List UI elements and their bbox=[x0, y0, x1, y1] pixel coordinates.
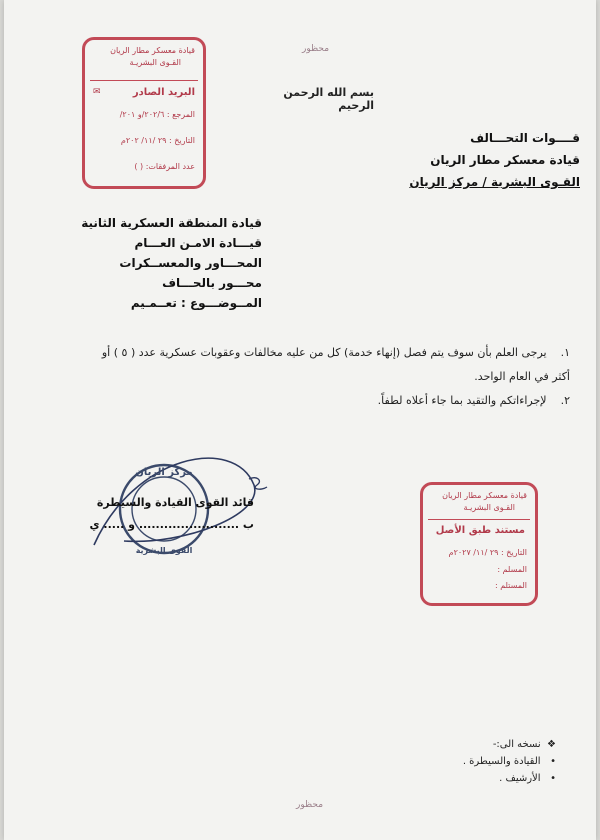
distribution-heading: ❖ نسخه الى:- bbox=[492, 739, 556, 750]
bullet-icon: • bbox=[550, 756, 556, 767]
outgoing-mail-stamp bbox=[82, 37, 206, 189]
distribution-list bbox=[356, 736, 556, 787]
cert-org-line2: القـوى البشريـة bbox=[463, 503, 515, 512]
subject-line: المــوضـــوع : تعــمـيم bbox=[130, 296, 262, 310]
item-1-continuation: أكثر في العام الواحد. bbox=[474, 370, 570, 383]
stamp-ref: المرجع : ٢٠٢/٦/و ٢٠١/ bbox=[119, 110, 195, 119]
bismillah: بسم الله الرحمن الرحيم bbox=[283, 86, 374, 112]
diamond-bullet-icon: ❖ bbox=[547, 739, 556, 750]
item-2 bbox=[50, 389, 570, 413]
stamp-org-line1: قيادة معسكر مطار الريان bbox=[110, 46, 195, 55]
letter-body bbox=[50, 341, 570, 413]
stamp-date: التاريخ : ٢٩ /١١/ ٢٠٢م bbox=[120, 136, 195, 145]
item-2-number: ٢. bbox=[560, 394, 570, 407]
recipient-line2: قيـــادة الامـن العـــام bbox=[134, 236, 262, 250]
item-1-text: يرجى العلم بأن سوف يتم فصل (إنهاء خدمة) كل من عليه مخالفات وعقوبات عسكرية عدد ( ٥ ) أو bbox=[101, 346, 547, 359]
sender-header bbox=[340, 127, 580, 193]
bullet-icon: • bbox=[550, 773, 556, 784]
stamp-title: البريد الصادر bbox=[132, 87, 195, 98]
document-page bbox=[4, 0, 596, 840]
distribution-item: • القيادة والسيطرة . bbox=[462, 756, 556, 767]
cert-date: التاريخ : ٢٩ /١١/ ٢٠٢٧م bbox=[448, 548, 527, 557]
signature-line2: ب ........................ و ..... ي bbox=[89, 518, 254, 531]
cert-handover: المسلم : bbox=[497, 565, 527, 574]
item-1 bbox=[50, 341, 570, 365]
recipient-line3: المحـــاور والمعســكرات bbox=[119, 256, 262, 270]
cert-title: مستند طبق الأصل bbox=[435, 525, 525, 536]
item-1-number: ١. bbox=[560, 346, 570, 359]
signature-block bbox=[44, 492, 254, 536]
recipient-line1: قيادة المنطقة العسكرية الثانية bbox=[81, 216, 262, 230]
classification-bottom: محظور bbox=[296, 800, 324, 810]
signature-line1: قائد القوى القيادة والسيطرة bbox=[96, 496, 254, 509]
sender-line1: قــــوات التحـــالف bbox=[470, 131, 580, 145]
classification-top: محظور bbox=[302, 44, 330, 54]
seal-text-bottom: القوى البشرية bbox=[135, 546, 193, 555]
cert-org-line1: قيادة معسكر مطار الريان bbox=[442, 491, 527, 500]
recipient-line4: محـــور بالحـــاف bbox=[162, 276, 262, 290]
stamp-attachments: عدد المرفقات: ( ) bbox=[134, 162, 195, 171]
certified-copy-stamp bbox=[420, 482, 538, 606]
seal-text-top: مركز الريان bbox=[135, 467, 193, 478]
item-2-text: لإجراءاتكم والتقيد بما جاء أعلاه لطفاً. bbox=[377, 394, 547, 407]
envelope-icon: ✉ bbox=[93, 87, 101, 97]
cert-receiver: المستلم : bbox=[494, 581, 527, 590]
stamp-org-line2: القـوى البشريـة bbox=[129, 58, 181, 67]
sender-line2: قيادة معسكر مطار الريان bbox=[430, 153, 580, 167]
recipient-block bbox=[62, 213, 262, 313]
sender-line3: القـوى البشرية / مركز الريان bbox=[409, 175, 580, 189]
distribution-item: • الأرشيف . bbox=[499, 773, 556, 784]
